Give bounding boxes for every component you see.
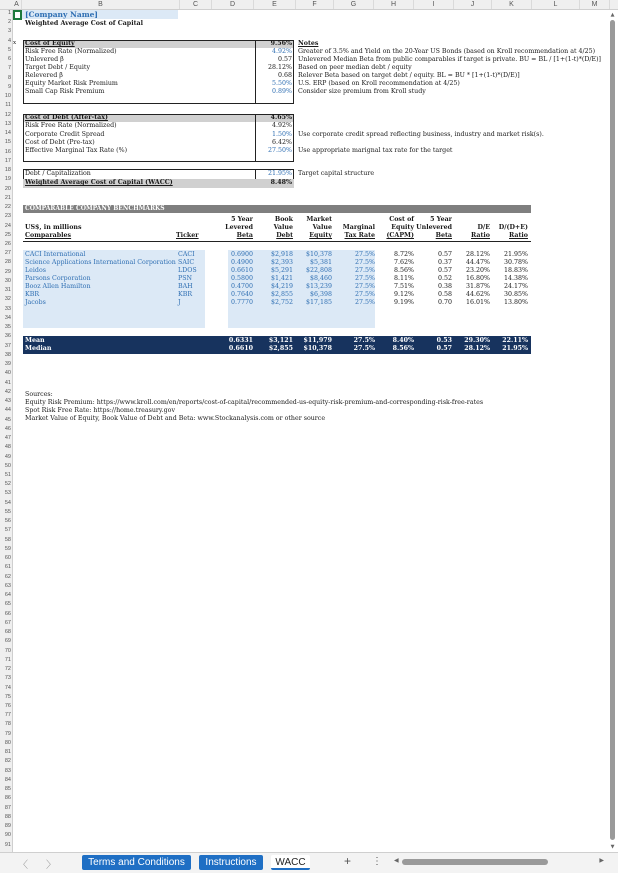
comp-cell-beta[interactable]: 0.4900 bbox=[230, 259, 253, 266]
row-number[interactable]: 15 bbox=[4, 139, 11, 146]
source-line: Equity Risk Premium: https://www.kroll.com/en/reports/cost-of-capital/recommended-us-equity-risk-premium-and-corresponding-risk-free-rates bbox=[25, 399, 484, 406]
row-number[interactable]: 18 bbox=[4, 167, 11, 174]
comp-cell-book[interactable]: $2,393 bbox=[270, 259, 293, 266]
debt-cap-note: Target capital structure bbox=[298, 170, 375, 177]
row-number[interactable]: 26 bbox=[4, 241, 11, 247]
row-number[interactable]: 2 bbox=[7, 19, 11, 26]
comp-company-name[interactable]: CACI International bbox=[25, 251, 86, 258]
coe-header: Cost of Equity bbox=[25, 40, 75, 47]
comp-cell-mkt[interactable]: $5,381 bbox=[309, 259, 332, 266]
coe-row-note: Unlevered Median Beta from public comparables if target is private. BU = BL / [1+(1-t)*(D/E)] bbox=[298, 56, 601, 63]
row-number[interactable]: 8 bbox=[7, 74, 11, 81]
row-number[interactable]: 46 bbox=[4, 425, 11, 432]
row-number[interactable]: 63 bbox=[4, 582, 11, 589]
comp-cell-dde[interactable]: 18.83% bbox=[503, 267, 528, 274]
comp-cell-coe[interactable]: 8.11% bbox=[393, 275, 414, 282]
comp-cell-beta[interactable]: 0.6610 bbox=[230, 267, 253, 274]
comp-cell-de[interactable]: 23.20% bbox=[465, 267, 490, 274]
comp-cell-ticker[interactable]: CACI bbox=[178, 251, 195, 258]
comp-cell-ticker[interactable]: KBR bbox=[178, 291, 193, 298]
sheet-subtitle: Weighted Average Cost of Capital bbox=[25, 20, 143, 27]
row-number[interactable]: 61 bbox=[4, 564, 11, 571]
coe-row-label: Risk Free Rate (Normalized) bbox=[25, 48, 117, 55]
column-header[interactable]: J bbox=[454, 0, 492, 9]
row-number[interactable]: 54 bbox=[4, 499, 11, 506]
comp-cell-book[interactable]: $1,421 bbox=[270, 275, 293, 282]
column-header[interactable]: E bbox=[254, 0, 296, 9]
comps-header-coe: Equity bbox=[391, 224, 414, 231]
row-number[interactable]: 49 bbox=[4, 453, 11, 460]
summary-mean-beta[interactable]: 0.6331 bbox=[228, 337, 253, 344]
cod-row-value[interactable]: 4.92% bbox=[271, 122, 292, 129]
comps-header-de: D/E bbox=[477, 224, 490, 231]
row-number[interactable]: 12 bbox=[4, 111, 11, 118]
column-header[interactable]: F bbox=[296, 0, 334, 9]
summary-mean-book[interactable]: $3,121 bbox=[268, 337, 293, 344]
comp-cell-coe[interactable]: 9.19% bbox=[393, 299, 414, 306]
cod-row-label: Corporate Credit Spread bbox=[25, 131, 105, 138]
row-number[interactable]: 71 bbox=[4, 656, 11, 663]
row-number[interactable]: 10 bbox=[4, 93, 11, 100]
row-number[interactable]: 89 bbox=[4, 823, 11, 830]
comp-cell-coe[interactable]: 7.51% bbox=[393, 283, 414, 290]
row-number[interactable]: 41 bbox=[4, 379, 11, 386]
comp-company-name[interactable]: Science Applications International Corporation bbox=[25, 259, 176, 266]
row-number[interactable]: 84 bbox=[4, 776, 11, 783]
row-number[interactable]: 38 bbox=[4, 351, 11, 358]
row-number[interactable]: 9 bbox=[7, 83, 11, 90]
comps-header-unlev: Unlevered bbox=[416, 224, 452, 231]
summary-mean-mkt[interactable]: $11,979 bbox=[303, 337, 332, 344]
summary-mean-tax[interactable]: 27.5% bbox=[353, 337, 375, 344]
row-number[interactable]: 23 bbox=[4, 213, 11, 220]
source-line: Market Value of Equity, Book Value of Debt and Beta: www.Stockanalysis.com or other source bbox=[25, 415, 326, 422]
coe-row-note: Consider size premium from Kroll study bbox=[298, 88, 426, 95]
comp-cell-tax[interactable]: 27.5% bbox=[354, 259, 375, 266]
scroll-right-icon[interactable]: ▶ bbox=[599, 858, 604, 864]
column-header[interactable]: D bbox=[212, 0, 254, 9]
row-number[interactable]: 91 bbox=[4, 841, 11, 848]
summary-median-dde[interactable]: 21.95% bbox=[502, 345, 528, 352]
row-number[interactable]: 83 bbox=[4, 767, 11, 774]
comp-cell-de[interactable]: 16.01% bbox=[465, 299, 490, 306]
row-number[interactable]: 36 bbox=[4, 333, 11, 340]
comp-cell-coe[interactable]: 8.56% bbox=[393, 267, 414, 274]
comp-cell-coe[interactable]: 8.72% bbox=[393, 251, 414, 258]
row-number[interactable]: 78 bbox=[4, 721, 11, 728]
row-number[interactable]: 79 bbox=[4, 730, 11, 737]
tab-wacc[interactable]: WACC bbox=[271, 855, 310, 870]
row-number[interactable]: 39 bbox=[4, 361, 11, 368]
tab-next-icon[interactable]: 〉 bbox=[46, 860, 56, 871]
comp-cell-dde[interactable]: 24.17% bbox=[503, 283, 528, 290]
row-number[interactable]: 37 bbox=[4, 342, 11, 349]
summary-median-label: Median bbox=[25, 345, 52, 352]
comp-company-name[interactable]: Leidos bbox=[25, 267, 46, 274]
summary-median-book[interactable]: $2,855 bbox=[268, 345, 293, 352]
row-number[interactable]: 50 bbox=[4, 462, 11, 469]
row-number-gutter bbox=[0, 10, 13, 852]
row-number[interactable]: 75 bbox=[4, 693, 11, 700]
row-number[interactable]: 80 bbox=[4, 739, 11, 746]
comp-company-name[interactable]: Parsons Corporation bbox=[25, 275, 91, 282]
summary-mean-coe[interactable]: 8.40% bbox=[392, 337, 414, 344]
comp-cell-dde[interactable]: 14.38% bbox=[503, 275, 528, 282]
comp-cell-beta[interactable]: 0.4700 bbox=[230, 283, 253, 290]
row-number[interactable]: 55 bbox=[4, 508, 11, 515]
comp-cell-beta[interactable]: 0.5800 bbox=[230, 275, 253, 282]
comp-cell-tax[interactable]: 27.5% bbox=[354, 299, 375, 306]
comps-header-tax: Marginal bbox=[342, 224, 375, 231]
comp-cell-mkt[interactable]: $6,398 bbox=[309, 291, 332, 298]
comp-cell-mkt[interactable]: $17,185 bbox=[305, 299, 332, 306]
comp-cell-mkt[interactable]: $22,808 bbox=[305, 267, 332, 274]
comps-header-coe: (CAPM) bbox=[386, 232, 414, 239]
row-number[interactable]: 3 bbox=[7, 28, 11, 35]
row-number[interactable]: 47 bbox=[4, 435, 11, 442]
cod-row-label: Cost of Debt (Pre-tax) bbox=[25, 139, 95, 146]
comp-cell-unlev[interactable]: 0.37 bbox=[437, 259, 452, 266]
comps-header-mkt: Market bbox=[306, 216, 332, 223]
comp-cell-coe[interactable]: 7.62% bbox=[393, 259, 414, 266]
comps-header-unlev: 5 Year bbox=[430, 216, 452, 223]
row-number[interactable]: 67 bbox=[4, 619, 11, 626]
coe-row-note: Based on peer median debt / equity bbox=[298, 64, 412, 71]
comp-cell-book[interactable]: $2,855 bbox=[270, 291, 293, 298]
company-name[interactable]: [Company Name] bbox=[25, 10, 98, 19]
coe-row-note: Greater of 3.5% and Yield on the 20-Year US Bonds (based on Kroll recommendation at 4/25) bbox=[298, 48, 596, 55]
summary-mean-unlev[interactable]: 0.53 bbox=[436, 337, 452, 344]
row-number[interactable]: 59 bbox=[4, 545, 11, 552]
coe-row-value[interactable]: 0.68 bbox=[277, 72, 292, 79]
column-header[interactable]: M bbox=[580, 0, 610, 9]
comps-header-de: Ratio bbox=[471, 232, 490, 239]
comp-cell-unlev[interactable]: 0.70 bbox=[437, 299, 452, 306]
cod-row-label: Risk Free Rate (Normalized) bbox=[25, 122, 117, 129]
comp-cell-mkt[interactable]: $13,239 bbox=[305, 283, 332, 290]
row-number[interactable]: 5 bbox=[7, 46, 11, 53]
row-number[interactable]: 86 bbox=[4, 795, 11, 802]
comps-header-beta: Beta bbox=[236, 232, 253, 239]
comps-header-beta: 5 Year bbox=[231, 216, 253, 223]
summary-mean-label: Mean bbox=[25, 337, 45, 344]
row-number[interactable]: 87 bbox=[4, 804, 11, 811]
horizontal-scrollbar[interactable] bbox=[394, 859, 604, 865]
comp-cell-dde[interactable]: 13.80% bbox=[503, 299, 528, 306]
row-number[interactable]: 45 bbox=[4, 416, 11, 423]
row-number[interactable]: 53 bbox=[4, 490, 11, 497]
comp-cell-tax[interactable]: 27.5% bbox=[354, 291, 375, 298]
comp-cell-de[interactable]: 44.47% bbox=[465, 259, 490, 266]
comps-title: COMPARABLE COMPANY BENCHMARKS bbox=[25, 205, 165, 212]
column-header[interactable]: K bbox=[492, 0, 532, 9]
row-number[interactable]: 73 bbox=[4, 675, 11, 682]
tab-terms-and-conditions[interactable]: Terms and Conditions bbox=[82, 855, 191, 870]
coe-header-value[interactable]: 9.56% bbox=[270, 40, 292, 47]
comp-cell-unlev[interactable]: 0.57 bbox=[437, 251, 452, 258]
summary-median-unlev[interactable]: 0.57 bbox=[436, 345, 452, 352]
comps-header-ticker: Ticker bbox=[176, 232, 199, 239]
comp-cell-ticker[interactable]: BAH bbox=[178, 283, 193, 290]
comps-header-beta: Levered bbox=[225, 224, 253, 231]
comps-header-book: Debt bbox=[276, 232, 293, 239]
row-number[interactable]: 34 bbox=[4, 314, 11, 321]
comps-header-book: Book bbox=[274, 216, 293, 223]
sheet-tab-bar bbox=[0, 852, 618, 873]
coe-row-note: Relever Beta based on target debt / equity. BL = BU * [1+(1-t)*(D/E)] bbox=[298, 72, 520, 79]
row-number[interactable]: 48 bbox=[4, 444, 11, 451]
row-number[interactable]: 20 bbox=[4, 185, 11, 192]
comp-company-name[interactable]: KBR bbox=[25, 291, 40, 298]
row-marker: x bbox=[13, 40, 17, 46]
more-options-icon[interactable]: ⋮ bbox=[372, 856, 382, 867]
sources-title: Sources: bbox=[25, 391, 53, 398]
row-number[interactable]: 88 bbox=[4, 813, 11, 820]
row-number[interactable]: 64 bbox=[4, 592, 11, 599]
coe-row-label: Small Cap Risk Premium bbox=[25, 88, 105, 95]
column-header[interactable]: C bbox=[180, 0, 212, 9]
row-number[interactable]: 30 bbox=[4, 277, 11, 284]
comp-cell-book[interactable]: $2,918 bbox=[270, 251, 293, 258]
comp-cell-book[interactable]: $5,291 bbox=[270, 267, 293, 274]
row-number[interactable]: 72 bbox=[4, 666, 11, 673]
comp-cell-coe[interactable]: 9.12% bbox=[393, 291, 414, 298]
comp-company-name[interactable]: Jacobs bbox=[25, 299, 46, 306]
row-number[interactable]: 51 bbox=[4, 472, 11, 478]
scroll-left-icon[interactable]: ◀ bbox=[394, 858, 399, 864]
debt-cap-label: Debt / Capitalization bbox=[25, 170, 91, 177]
row-number[interactable]: 62 bbox=[4, 573, 11, 580]
cod-row-value[interactable]: 1.50% bbox=[271, 131, 292, 138]
comp-cell-ticker[interactable]: PSN bbox=[178, 275, 193, 282]
comp-cell-de[interactable]: 28.12% bbox=[465, 251, 490, 258]
row-number[interactable]: 16 bbox=[4, 148, 11, 155]
comps-header-tax: Tax Rate bbox=[344, 232, 375, 239]
coe-row-value[interactable]: 28.12% bbox=[267, 64, 292, 71]
comp-cell-beta[interactable]: 0.7770 bbox=[230, 299, 253, 306]
row-number[interactable]: 66 bbox=[4, 610, 11, 617]
comp-cell-dde[interactable]: 30.85% bbox=[503, 291, 528, 298]
row-number[interactable]: 57 bbox=[4, 527, 11, 534]
comp-cell-beta[interactable]: 0.7640 bbox=[230, 291, 253, 298]
row-number[interactable]: 32 bbox=[4, 296, 11, 303]
comp-cell-mkt[interactable]: $10,378 bbox=[305, 251, 332, 258]
row-number[interactable]: 6 bbox=[7, 56, 11, 63]
row-number[interactable]: 43 bbox=[4, 398, 11, 405]
comp-cell-de[interactable]: 16.80% bbox=[465, 275, 490, 282]
column-header[interactable]: L bbox=[532, 0, 580, 9]
row-number[interactable]: 31 bbox=[4, 287, 11, 294]
coe-row-note: U.S. ERP (based on Kroll recommendation at 4/25) bbox=[298, 80, 460, 87]
coe-row-label: Unlevered β bbox=[25, 56, 64, 63]
coe-row-value[interactable]: 4.92% bbox=[271, 48, 292, 55]
row-number[interactable]: 11 bbox=[5, 102, 11, 109]
comp-cell-tax[interactable]: 27.5% bbox=[354, 275, 375, 282]
comps-comparables-label: Comparables bbox=[25, 232, 72, 239]
cod-header-value[interactable]: 4.65% bbox=[270, 114, 292, 121]
row-number[interactable]: 27 bbox=[4, 250, 11, 257]
summary-median-coe[interactable]: 8.56% bbox=[392, 345, 414, 352]
add-sheet-icon[interactable]: + bbox=[344, 854, 352, 868]
coe-row-value[interactable]: 5.50% bbox=[271, 80, 292, 87]
cod-row-note: Use appropriate marignal tax rate for the target bbox=[298, 147, 453, 154]
row-number[interactable]: 22 bbox=[4, 204, 11, 211]
row-number[interactable]: 52 bbox=[4, 481, 11, 488]
row-number[interactable]: 85 bbox=[4, 786, 11, 793]
row-number[interactable]: 69 bbox=[4, 638, 11, 645]
coe-row-label: Target Debt / Equity bbox=[25, 64, 91, 71]
coe-row-value[interactable]: 0.89% bbox=[271, 88, 292, 95]
wacc-value[interactable]: 8.48% bbox=[270, 179, 292, 186]
comp-cell-book[interactable]: $2,752 bbox=[270, 299, 293, 306]
summary-mean-de[interactable]: 29.30% bbox=[464, 337, 490, 344]
row-number[interactable]: 82 bbox=[4, 758, 11, 765]
comp-cell-mkt[interactable]: $8,460 bbox=[309, 275, 332, 282]
comp-cell-ticker[interactable]: SAIC bbox=[178, 259, 195, 266]
source-line: Spot Risk Free Rate: https://home.treasury.gov bbox=[25, 407, 176, 414]
comp-cell-unlev[interactable]: 0.58 bbox=[437, 291, 452, 298]
row-number[interactable]: 29 bbox=[4, 268, 11, 275]
scroll-down-icon[interactable]: ▼ bbox=[610, 844, 615, 850]
coe-row-label: Relevered β bbox=[25, 72, 63, 79]
coe-row-label: Equity Market Risk Premium bbox=[25, 80, 118, 87]
comp-cell-unlev[interactable]: 0.57 bbox=[437, 267, 452, 274]
wacc-label: Weighted Average Cost of Capital (WACC) bbox=[25, 179, 173, 186]
column-header[interactable]: I bbox=[414, 0, 454, 9]
row-number[interactable]: 65 bbox=[4, 601, 11, 608]
comps-header-book: Value bbox=[273, 224, 293, 231]
selected-cell[interactable] bbox=[13, 10, 22, 20]
comps-header-mkt: Value bbox=[312, 224, 332, 231]
summary-median-mkt[interactable]: $10,378 bbox=[303, 345, 332, 352]
row-number[interactable]: 19 bbox=[4, 176, 11, 183]
row-number[interactable]: 25 bbox=[4, 231, 11, 238]
column-header[interactable]: A bbox=[12, 0, 22, 9]
comp-cell-de[interactable]: 44.62% bbox=[465, 291, 490, 298]
row-number[interactable]: 13 bbox=[4, 120, 11, 127]
tab-instructions[interactable]: Instructions bbox=[199, 855, 263, 870]
scroll-up-icon[interactable]: ▲ bbox=[610, 12, 615, 18]
summary-mean-dde[interactable]: 22.11% bbox=[502, 337, 528, 344]
column-header-bar bbox=[0, 0, 618, 10]
comp-cell-ticker[interactable]: LDOS bbox=[178, 267, 197, 274]
row-number[interactable]: 24 bbox=[4, 222, 11, 229]
comp-cell-unlev[interactable]: 0.38 bbox=[437, 283, 452, 290]
summary-median-beta[interactable]: 0.6610 bbox=[228, 345, 253, 352]
horizontal-scroll-thumb[interactable] bbox=[402, 859, 548, 865]
comps-header-dde: D/(D+E) bbox=[498, 224, 528, 231]
summary-median-tax[interactable]: 27.5% bbox=[353, 345, 375, 352]
column-header[interactable]: H bbox=[374, 0, 414, 9]
row-number[interactable]: 74 bbox=[4, 684, 11, 691]
debt-cap-value[interactable]: 21.95% bbox=[267, 170, 292, 177]
comp-cell-dde[interactable]: 30.78% bbox=[503, 259, 528, 266]
comp-company-name[interactable]: Booz Allen Hamilton bbox=[25, 283, 91, 290]
row-number[interactable]: 28 bbox=[4, 259, 11, 266]
cod-row-value[interactable]: 6.42% bbox=[271, 139, 292, 146]
comp-cell-dde[interactable]: 21.95% bbox=[503, 251, 528, 258]
cod-row-value[interactable]: 27.50% bbox=[267, 147, 292, 154]
row-number[interactable]: 77 bbox=[4, 712, 11, 719]
row-number[interactable]: 17 bbox=[4, 157, 11, 164]
row-number[interactable]: 4 bbox=[7, 37, 11, 44]
notes-header: Notes bbox=[298, 40, 319, 47]
comps-header-dde: Ratio bbox=[509, 232, 528, 239]
row-number[interactable]: 42 bbox=[4, 388, 11, 395]
row-number[interactable]: 35 bbox=[4, 324, 11, 331]
row-number[interactable]: 60 bbox=[4, 555, 11, 562]
row-number[interactable]: 70 bbox=[4, 647, 11, 654]
cod-header: Cost of Debt (After-tax) bbox=[25, 114, 108, 121]
comp-cell-ticker[interactable]: J bbox=[178, 299, 181, 306]
row-number[interactable]: 40 bbox=[4, 370, 11, 377]
row-number[interactable]: 21 bbox=[4, 194, 11, 201]
vertical-scroll-thumb[interactable] bbox=[610, 20, 615, 840]
comp-cell-beta[interactable]: 0.6900 bbox=[230, 251, 253, 258]
vertical-scrollbar[interactable] bbox=[609, 12, 616, 850]
comps-header-coe: Cost of bbox=[389, 216, 414, 223]
row-number[interactable]: 1 bbox=[7, 10, 11, 16]
comp-cell-book[interactable]: $4,219 bbox=[270, 283, 293, 290]
comps-header-unlev: Beta bbox=[435, 232, 452, 239]
comp-cell-tax[interactable]: 27.5% bbox=[354, 267, 375, 274]
comps-units-label: US$, in millions bbox=[25, 224, 82, 231]
row-number[interactable]: 90 bbox=[4, 832, 11, 839]
column-header[interactable]: G bbox=[334, 0, 374, 9]
comp-cell-de[interactable]: 31.87% bbox=[465, 283, 490, 290]
cod-row-label: Effective Marginal Tax Rate (%) bbox=[25, 147, 128, 154]
tab-prev-icon[interactable]: 〈 bbox=[18, 860, 28, 871]
row-number[interactable]: 44 bbox=[4, 407, 11, 414]
row-number[interactable]: 68 bbox=[4, 629, 11, 636]
row-number[interactable]: 56 bbox=[4, 518, 11, 525]
row-number[interactable]: 81 bbox=[4, 749, 11, 756]
summary-median-de[interactable]: 28.12% bbox=[464, 345, 490, 352]
row-number[interactable]: 76 bbox=[4, 703, 11, 709]
row-number[interactable]: 7 bbox=[7, 65, 11, 72]
row-number[interactable]: 58 bbox=[4, 536, 11, 543]
coe-row-value[interactable]: 0.57 bbox=[277, 56, 292, 63]
comps-header-mkt: Equity bbox=[309, 232, 332, 239]
comp-cell-unlev[interactable]: 0.52 bbox=[437, 275, 452, 282]
row-number[interactable]: 14 bbox=[4, 130, 11, 137]
comps-header-rule bbox=[23, 241, 531, 242]
column-header[interactable]: B bbox=[22, 0, 180, 9]
comp-cell-tax[interactable]: 27.5% bbox=[354, 283, 375, 290]
row-number[interactable]: 33 bbox=[4, 305, 11, 312]
cod-row-note: Use corporate credit spread reflecting business, industry and market risk(s). bbox=[298, 131, 544, 138]
comp-cell-tax[interactable]: 27.5% bbox=[354, 251, 375, 258]
